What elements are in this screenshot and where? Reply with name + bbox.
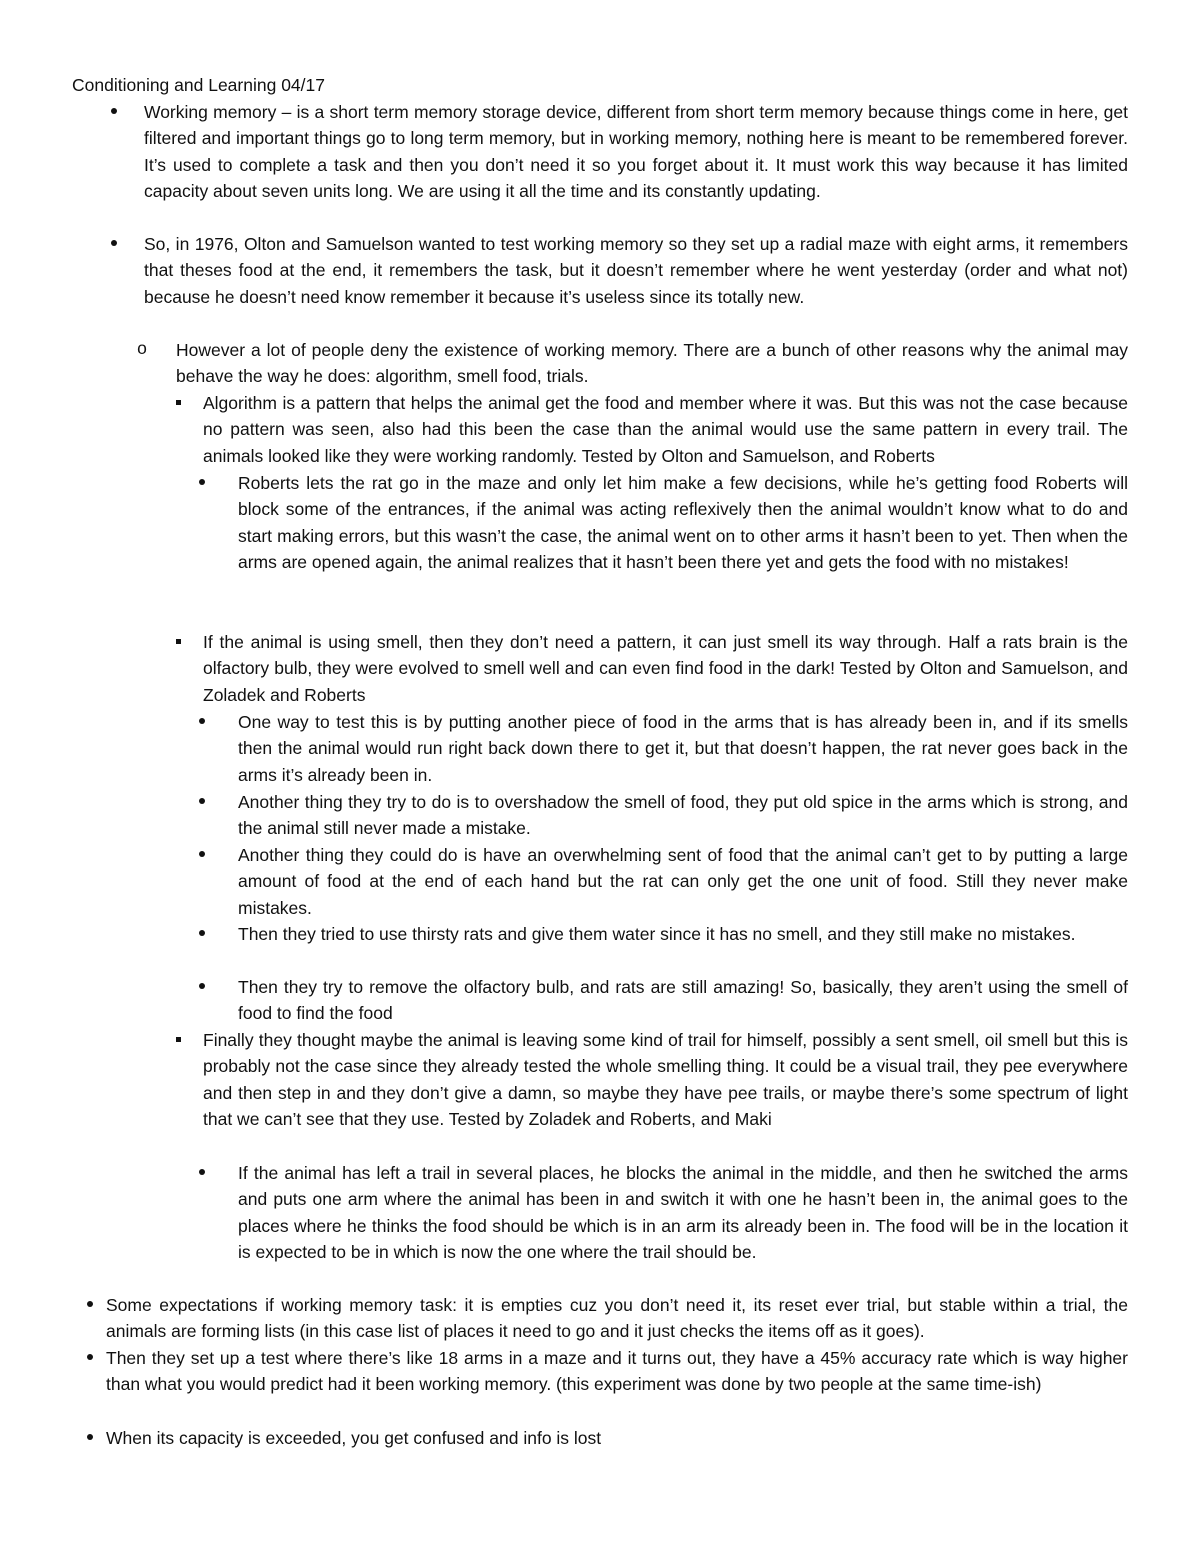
list-item-text: Working memory – is a short term memory storage device, different from short term memory because things come in here, get filtered and important things go to long term memory, but in working memory, nothing here is meant to be remembered forever. It’s used to complete a task and then you don’t need it so you forget about it. It must work this way because it has limited capacity about seven units long. We are using it all the time and its constantly updating.: [144, 102, 1128, 202]
list-item-text: If the animal is using smell, then they don’t need a pattern, it can just smell its way through. Half a rats brain is the olfactory bulb, they were evolved to smell well and can even find food in the dark! Tested by Olton and Samuelson, and Zoladek and Roberts: [203, 632, 1128, 705]
list-item: [200, 842, 1128, 921]
list-item: [200, 709, 1128, 788]
dot-bullet-icon: [106, 99, 122, 125]
dot-bullet-icon: [194, 470, 210, 496]
dot-bullet-icon: [194, 1160, 210, 1186]
dot-bullet-icon: [194, 974, 210, 1000]
list-item-text: However a lot of people deny the existence of working memory. There are a bunch of other reasons why the animal may behave the way he does: algorithm, smell food, trials.: [176, 340, 1128, 387]
dot-bullet-icon: [82, 1345, 98, 1371]
list-item: [200, 1160, 1128, 1266]
list-item-text: Finally they thought maybe the animal is leaving some kind of trail for himself, possibly a sent smell, oil smell but this is probably not the case since they already tested the whole smelling thing. It could be a visual trail, they pee everywhere and then step in and they don’t give a damn, so maybe they have pee trails, or maybe there’s some spectrum of light that we can’t see that they use. Tested by Zoladek and Roberts, and Maki: [203, 1030, 1128, 1130]
dot-bullet-icon: [194, 709, 210, 735]
dot-bullet-icon: [106, 231, 122, 257]
dot-bullet-icon: [194, 921, 210, 947]
list-item: [88, 1292, 1128, 1345]
list-item-text: One way to test this is by putting another piece of food in the arms that is has already been in, and if its smells then the animal would run right back down there to get it, but that doesn’t happen, the rat never goes back in the arms it’s already been in.: [238, 712, 1128, 785]
list-item-text: Then they set up a test where there’s like 18 arms in a maze and it turns out, they have a 45% accuracy rate which is way higher than what you would predict had it been working memory. (this experiment was done by two people at the same time-ish): [106, 1348, 1128, 1395]
list-item-text: Then they try to remove the olfactory bulb, and rats are still amazing! So, basically, they aren’t using the smell of food to find the food: [238, 977, 1128, 1024]
list-item: [176, 629, 1128, 708]
list-item: [200, 921, 1128, 947]
list-item: [176, 390, 1128, 469]
list-item-text: Algorithm is a pattern that helps the animal get the food and member where it was. But this was not the case because no pattern was seen, also had this been the case than the animal would use the same pattern in every trail. The animals looked like they were working randomly. Tested by Olton and Samuelson, and Roberts: [203, 393, 1128, 466]
list-item-text: So, in 1976, Olton and Samuelson wanted to test working memory so they set up a radial maze with eight arms, it remembers that theses food at the end, it remembers the task, but it doesn’t remember where he went yesterday (order and what not) because he doesn’t need know remember it because it’s useless since its totally new.: [144, 234, 1128, 307]
dot-bullet-icon: [82, 1425, 98, 1451]
square-bullet-icon: [170, 1027, 186, 1053]
list-item-text: Another thing they could do is have an overwhelming sent of food that the animal can’t get to by putting a large amount of food at the end of each hand but the rat can only get the one unit of food. Still they never make mistakes.: [238, 845, 1128, 918]
circle-bullet-icon: o: [136, 340, 148, 360]
list-item: [176, 1027, 1128, 1133]
list-item: [112, 231, 1128, 310]
document-title: Conditioning and Learning 04/17: [72, 75, 325, 95]
list-item-text: Another thing they try to do is to overshadow the smell of food, they put old spice in the arms which is strong, and the animal still never made a mistake.: [238, 792, 1128, 839]
list-item: [88, 1345, 1128, 1398]
list-item-text: Then they tried to use thirsty rats and give them water since it has no smell, and they still make no mistakes.: [238, 924, 1076, 944]
list-item: [88, 1425, 1128, 1451]
dot-bullet-icon: [194, 842, 210, 868]
list-item-text: When its capacity is exceeded, you get confused and info is lost: [106, 1428, 602, 1448]
list-item-text: Roberts lets the rat go in the maze and only let him make a few decisions, while he’s getting food Roberts will block some of the entrances, if the animal was acting reflexively then the animal wouldn’t know what to do and start making errors, but this wasn’t the case, the animal went on to other arms it hasn’t been to yet. Then when the arms are opened again, the animal realizes that it hasn’t been there yet and gets the food with no mistakes!: [238, 473, 1128, 573]
list-item: [136, 337, 1128, 390]
list-item: [200, 974, 1128, 1027]
list-item: [112, 99, 1128, 205]
dot-bullet-icon: [194, 789, 210, 815]
list-item: [200, 789, 1128, 842]
list-item-text: If the animal has left a trail in several places, he blocks the animal in the middle, and then he switched the arms and puts one arm where the animal has been in and switch it with one he hasn’t been in, the animal goes to the places where he thinks the food should be which is in an arm its already been in. The food will be in the location it is expected to be in which is now the one where the trail should be.: [238, 1163, 1128, 1263]
list-item: [200, 470, 1128, 576]
dot-bullet-icon: [82, 1292, 98, 1318]
square-bullet-icon: [170, 390, 186, 416]
square-bullet-icon: [170, 629, 186, 655]
list-item-text: Some expectations if working memory task: it is empties cuz you don’t need it, its reset ever trial, but stable within a trial, the animals are forming lists (in this case list of places it need to go and it just checks the items off as it goes).: [106, 1295, 1128, 1342]
